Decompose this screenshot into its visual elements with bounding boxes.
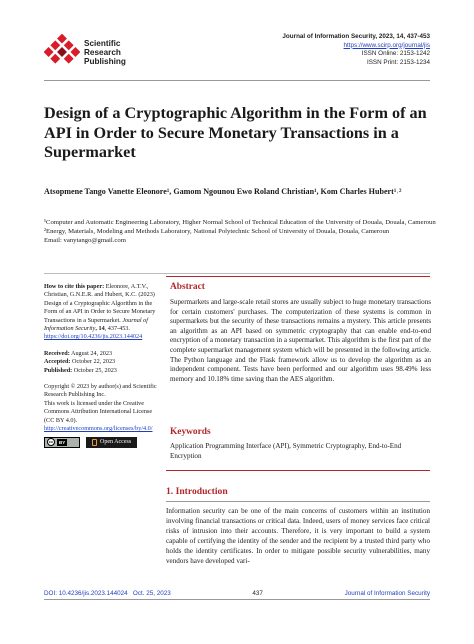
issn-print: ISSN Print: 2153-1234 [366, 58, 430, 66]
front-matter-divider [44, 273, 430, 274]
journal-citation: Journal of Information Security, 2023, 14, 437-453 [282, 33, 430, 40]
license-link[interactable]: http://creativecommons.org/licenses/by/4.0/ [44, 425, 153, 433]
citation-volume: , 14 [95, 325, 105, 333]
footer-doi: DOI: 10.4236/jis.2023.144024 [44, 590, 128, 597]
abstract-heading: Abstract [170, 282, 205, 292]
published-label: Published: [44, 366, 73, 374]
publisher-name-line2: Research [84, 47, 121, 57]
header-divider [44, 80, 430, 81]
creative-commons-icon: cc [47, 438, 55, 446]
citation-block [44, 283, 162, 342]
copyright-text: Copyright © 2023 by author(s) and Scientific Research Publishing Inc. [44, 383, 157, 399]
received-value: August 24, 2023 [69, 349, 113, 357]
published-value: October 25, 2023 [72, 366, 117, 374]
affiliation-2: ²Energy, Materials, Modeling and Methods Laboratory, National Polytechnic School of University of Douala, Douala, Cameroun [44, 228, 390, 236]
footer-divider [44, 599, 430, 600]
footer-journal: Journal of Information Security [344, 590, 430, 597]
keywords-body: Application Programming Interface (API), Symmetric Cryptography, End-to-End Encryption [170, 442, 402, 460]
cc-by-label: BY [59, 439, 66, 445]
citation-doi-link[interactable]: https://doi.org/10.4236/jis.2023.144024 [44, 333, 143, 341]
contact-email: Email: vanytango@gmail.com [44, 237, 126, 245]
publisher-name-line3: Publishing [84, 56, 126, 66]
keywords-heading: Keywords [170, 427, 211, 437]
article-sidebar [44, 283, 162, 456]
journal-info [282, 33, 430, 67]
article-title: Design of a Cryptographic Algorithm in the Form of an API in Order to Secure Monetary Transactions in a Supermarket [44, 104, 427, 162]
citation-journal: Journal of Information Security [44, 316, 148, 333]
citation-paragraph [44, 283, 162, 333]
footer-doi-date [44, 590, 171, 597]
license-badges [44, 437, 162, 448]
cc-by-badge[interactable] [44, 437, 80, 448]
received-date [44, 350, 162, 358]
page-footer [44, 590, 430, 597]
citation-pages: , 437-453. [104, 325, 130, 333]
received-label: Received: [44, 349, 70, 357]
accepted-date [44, 358, 162, 366]
page-number: 437 [252, 590, 263, 597]
author-list: Atsopmene Tango Vanette Eleonore¹, Gamom Ngounou Ewo Roland Christian¹, Kom Charles Hubert¹˒² [44, 187, 402, 196]
accepted-value: October 22, 2023 [70, 358, 116, 366]
scirp-logo-icon [44, 34, 80, 70]
open-lock-icon [92, 439, 97, 446]
dates-block [44, 350, 162, 375]
open-access-label: Open Access [100, 438, 132, 445]
footer-date: Oct. 25, 2023 [132, 590, 171, 597]
publisher-name [84, 39, 126, 66]
publisher-name-line1: Scientific [84, 38, 121, 48]
abstract-bottom-rule [166, 470, 430, 471]
open-access-badge [86, 437, 137, 448]
abstract-body: Supermarkets and large-scale retail stores are usually subject to huge monetary transactions for certain customers' purchases. The computerization of these systems is common in supermarkets but the security of these transactions remains a mystery. This article presents an algorithm as an API based on symmetric cryptography that can enable end-to-end encryption of a monetary transaction in a supermarket. This algorithm is the first part of the complete supermarket management system which will be presented in the following article. The Python language and the Flask framework allow us to develop the algorithm as an independent component. Tests have been performed and our algorithm uses 98.49% less memory and 10.18% time saving than the AES algorithm. [170, 298, 431, 383]
abstract-top-rule [166, 276, 430, 277]
license-text: This work is licensed under the Creative Commons Attribution International License (CC BY 4.0). [44, 399, 153, 424]
affiliation-1: ¹Computer and Automatic Engineering Laboratory, Higher Normal School of Technical Education of the University of Douala, Douala, Cameroun [44, 219, 436, 226]
affiliations [44, 218, 444, 246]
accepted-label: Accepted: [44, 358, 71, 366]
publisher-logo [44, 34, 126, 70]
introduction-body: Information security can be one of the main concerns of customers within an institution involving financial transactions or critical data. Indeed, users of money services face critical risks of intrusion into their accounts. Therefore, it is very important to build a system capable of certifying the identity of the sender and the recipient by a trusted third party who holds the identity certificates. In order to mitigate possible security vulnerabilities, many vendors have developed vari- [166, 507, 430, 566]
journal-url-link[interactable]: https://www.scirp.org/journal/jis [343, 41, 430, 49]
copyright-block [44, 383, 162, 447]
citation-text: Eleonore, A.T.V., Christian, G.N.E.R. and Hubert, K.C. (2023) Design of a Cryptographic Algorithm in the Form of an API in Order to Secure Monetary Transactions in a Supermarket. [44, 283, 156, 324]
introduction-heading: 1. Introduction [166, 486, 430, 502]
published-date [44, 367, 162, 375]
citation-label: How to cite this paper: [44, 283, 105, 290]
issn-online: ISSN Online: 2153-1242 [361, 50, 430, 58]
